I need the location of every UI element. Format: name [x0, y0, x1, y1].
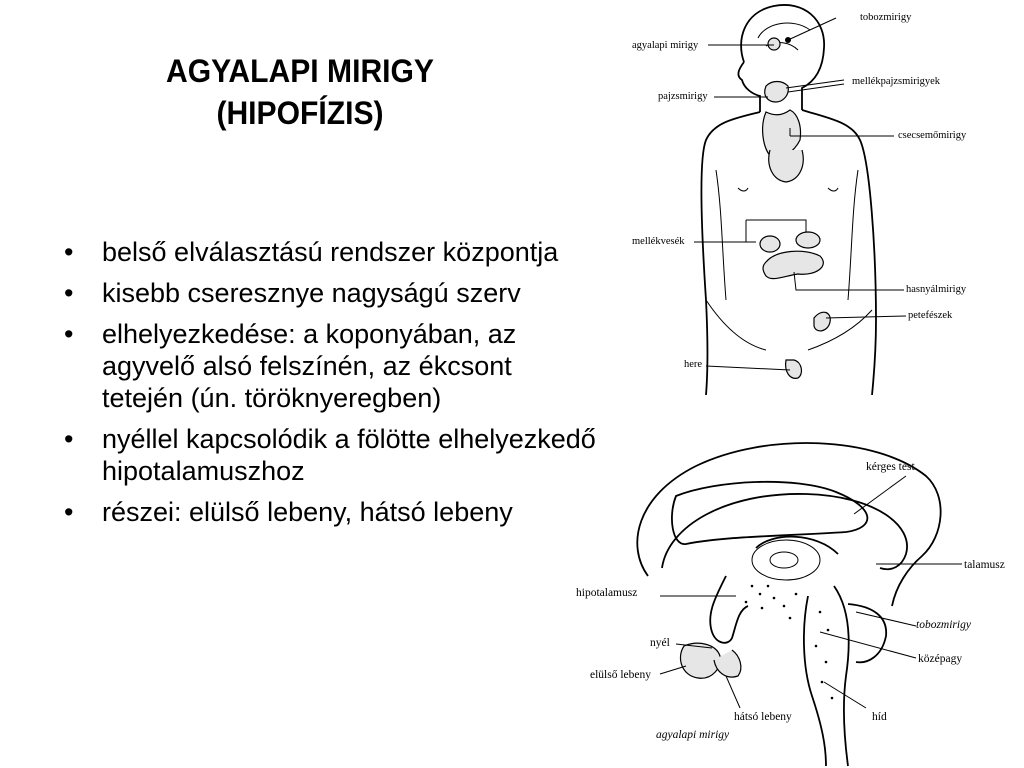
label-lines: [694, 18, 906, 370]
bullet-item: • elhelyezkedése: a koponyában, az agyvelő alsó felszínén, az ékcsont tetején (ún. töröknyeregben): [58, 318, 598, 414]
label-tobozmirigy: tobozmirigy: [916, 619, 971, 631]
testis-shape: [786, 360, 802, 378]
slide-title: [74, 50, 525, 134]
label-hid: híd: [872, 711, 887, 723]
bullet-item: • részei: elülső lebeny, hátsó lebeny: [58, 496, 598, 528]
bullet-item: • belső elválasztású rendszer központja: [58, 236, 598, 268]
label-kozepagy: középagy: [918, 653, 963, 665]
adrenal-right: [796, 232, 820, 248]
body-labels: [632, 12, 967, 370]
thyroid-shape: [765, 82, 789, 103]
bullet-item: • nyéllel kapcsolódik a fölötte elhelyezkedő hipotalamuszhoz: [58, 423, 598, 487]
label-elulso-lebeny: elülső lebeny: [590, 669, 651, 681]
label-csecsemomirigy: csecsemőmirigy: [898, 130, 967, 141]
label-talamusz: talamusz: [964, 559, 1005, 571]
label-kerges-test: kérges test: [866, 461, 915, 473]
endocrine-body-diagram: [576, 0, 976, 395]
title-line-2: (HIPOFÍZIS): [216, 95, 384, 131]
label-hasnyalmirigy: hasnyálmirigy: [906, 284, 967, 295]
label-tobozmirigy: tobozmirigy: [860, 12, 912, 23]
pancreas-shape: [763, 251, 823, 278]
endocrine-organs: [760, 37, 830, 378]
label-here: here: [684, 359, 703, 370]
label-pajzsmirigy: pajzsmirigy: [658, 91, 708, 102]
label-mellekvesek: mellékvesék: [632, 236, 685, 247]
label-nyel: nyél: [650, 637, 670, 649]
body-outline: [701, 5, 876, 395]
label-hatso-lebeny: hátsó lebeny: [734, 711, 792, 723]
ovary-shape: [814, 312, 830, 331]
label-agyalapi-mirigy: agyalapi mirigy: [656, 729, 730, 741]
heart-shape: [769, 150, 803, 182]
label-petefeszek: petefészek: [908, 310, 953, 321]
adrenal-left: [760, 236, 780, 252]
title-line-1: AGYALAPI MIRIGY: [166, 53, 434, 89]
bullet-item: • kisebb cseresznye nagyságú szerv: [58, 277, 598, 309]
pituitary-dot: [768, 38, 780, 50]
brain-section-diagram: [576, 436, 1024, 768]
bullet-list: [58, 236, 598, 537]
label-agyalapi-mirigy: agyalapi mirigy: [632, 40, 699, 51]
label-hipotalamusz: hipotalamusz: [576, 587, 638, 599]
label-mellekpajzsmirigyek: mellékpajzsmirigyek: [852, 76, 941, 87]
